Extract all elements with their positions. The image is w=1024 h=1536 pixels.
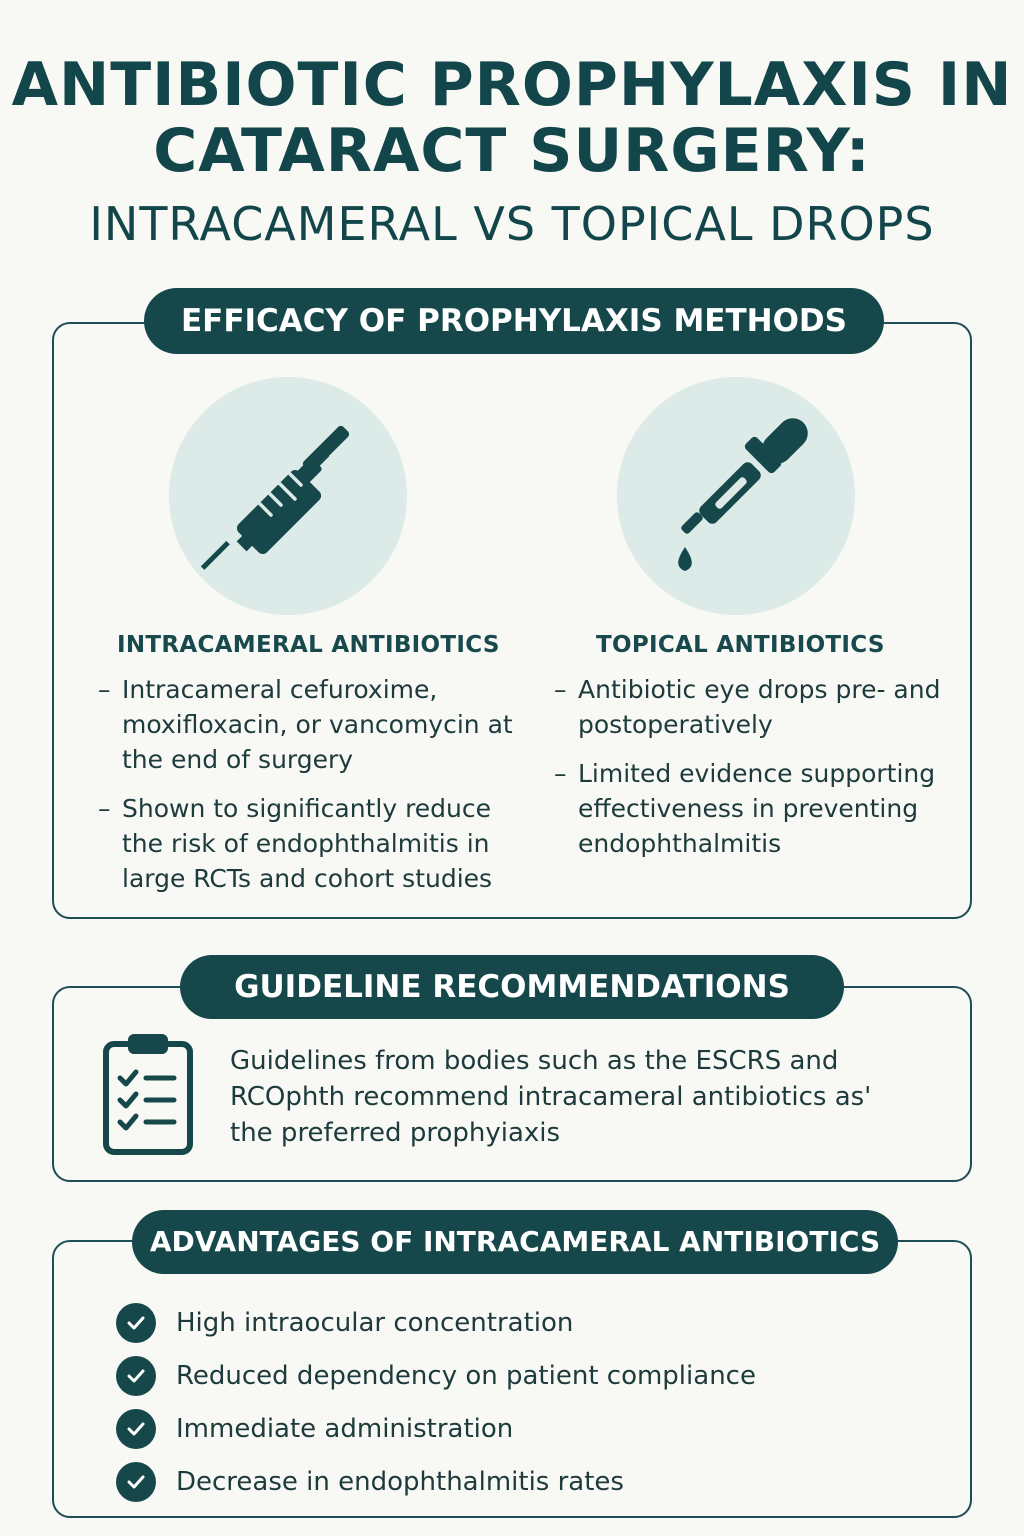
- list-item: [116, 1349, 756, 1402]
- list-item: – Antibiotic eye drops pre- and postoperatively: [554, 672, 954, 742]
- check-icon: [116, 1462, 156, 1502]
- intracameral-bullets: [98, 672, 518, 910]
- efficacy-heading: EFFICACY OF PROPHYLAXIS METHODS: [144, 288, 884, 354]
- page-title: [0, 52, 1024, 254]
- list-item: – Limited evidence supporting effectiveness in preventing endophthalmitis: [554, 756, 954, 861]
- title-line-2: CATARACT SURGERY:: [153, 116, 871, 186]
- list-item: – Intracameral cefuroxime, moxifloxacin, or vancomycin at the end of surgery: [98, 672, 518, 777]
- title-line-1: ANTIBIOTIC PROPHYLAXIS IN: [11, 50, 1013, 120]
- eye-dropper-icon: [617, 377, 855, 615]
- list-item: [116, 1455, 756, 1508]
- check-icon: [116, 1356, 156, 1396]
- list-item: – Shown to significantly reduce the risk of endophthalmitis in large RCTs and cohort studies: [98, 791, 518, 896]
- advantage-text: High intraocular concentration: [176, 1307, 574, 1338]
- advantages-list: [116, 1296, 756, 1508]
- advantage-text: Immediate administration: [176, 1413, 514, 1444]
- list-item: [116, 1296, 756, 1349]
- check-icon: [116, 1303, 156, 1343]
- guidelines-text: Guidelines from bodies such as the ESCRS and RCOphth recommend intracameral antibiotics as' the preferred prophyiaxis: [230, 1046, 872, 1148]
- topical-bullets: [554, 672, 954, 875]
- syringe-icon: [169, 377, 407, 615]
- topical-heading: TOPICAL ANTIBIOTICS: [596, 632, 885, 658]
- advantages-heading: ADVANTAGES OF INTRACAMERAL ANTIBIOTICS: [132, 1210, 898, 1274]
- list-item: [116, 1402, 756, 1455]
- check-icon: [116, 1409, 156, 1449]
- guidelines-heading: GUIDELINE RECOMMENDATIONS: [180, 955, 844, 1019]
- subtitle: INTRACAMERAL VS TOPICAL DROPS: [89, 197, 935, 251]
- intracameral-heading: INTRACAMERAL ANTIBIOTICS: [117, 632, 500, 658]
- advantage-text: Reduced dependency on patient compliance: [176, 1360, 756, 1391]
- advantage-text: Decrease in endophthalmitis rates: [176, 1466, 624, 1497]
- clipboard-checklist-icon: [100, 1032, 196, 1156]
